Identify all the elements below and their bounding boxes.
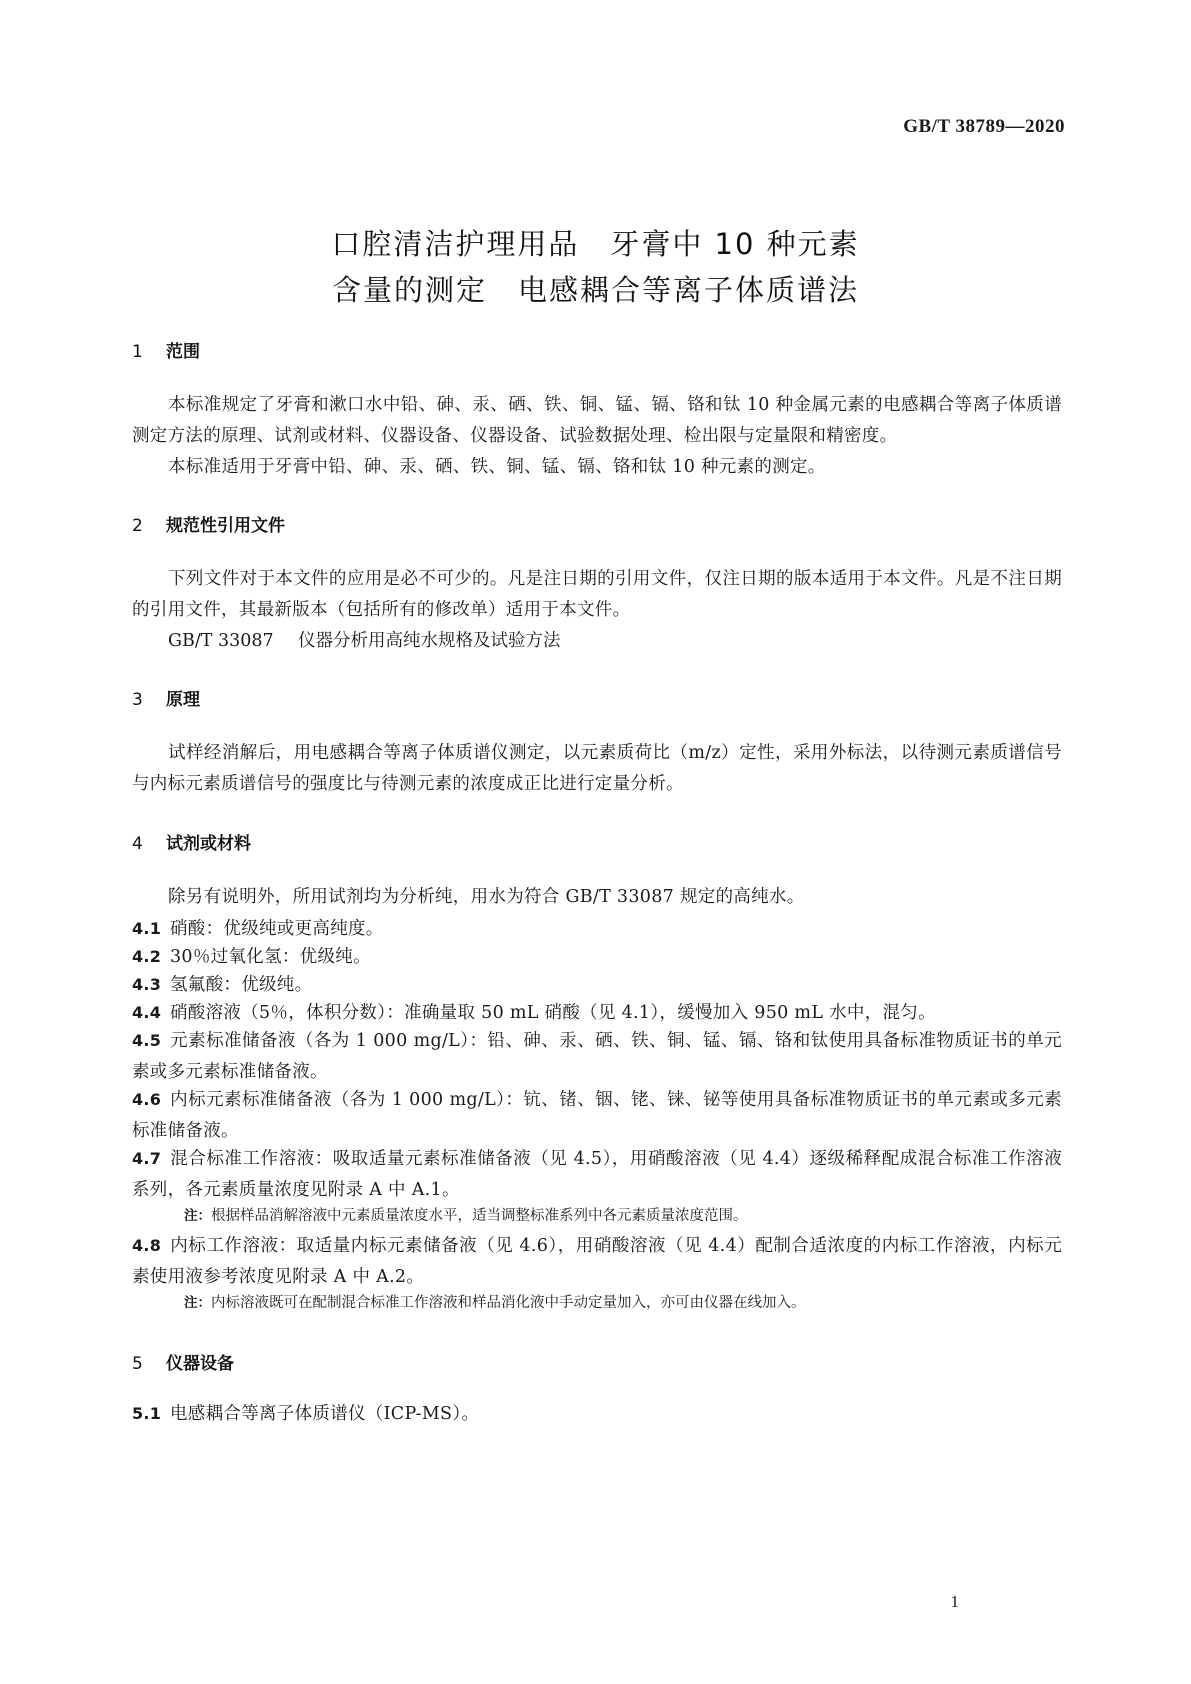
section-3-paragraph-1: 试样经消解后，用电感耦合等离子体质谱仪测定，以元素质荷比（m/z）定性，采用外标法，以待测元素质谱信号与内标元素质谱信号的强度比与待测元素的浓度成正比进行定量分析。: [132, 743, 1062, 794]
clause-4-7: [132, 1143, 1062, 1206]
note-after-4-8: [184, 1291, 1064, 1315]
section-title: 范围: [166, 342, 200, 362]
note-after-4-7: [184, 1204, 1064, 1228]
clause-number: 4.3: [132, 975, 162, 994]
clause-text: 内标工作溶液：取适量内标元素储备液（见 4.6），用硝酸溶液（见 4.4）配制合适浓度的内标工作溶液，内标元素使用液参考浓度见附录 A 中 A.2。: [132, 1236, 1062, 1287]
clause-number: 5.1: [132, 1404, 162, 1423]
clause-number: 4.1: [132, 919, 162, 938]
section-number: 3: [132, 690, 143, 710]
clause-number: 4.5: [132, 1031, 162, 1050]
section-title: 原理: [166, 690, 200, 710]
section-4-intro: 除另有说明外，所用试剂均为分析纯，用水为符合 GB/T 33087 规定的高纯水。: [168, 887, 805, 907]
clause-text: 硝酸：优级纯或更高纯度。: [170, 919, 384, 939]
clause-text: 氢氟酸：优级纯。: [170, 975, 313, 995]
document-title-line-2: 含量的测定 电感耦合等离子体质谱法: [331, 273, 859, 307]
section-2-heading: [132, 511, 285, 536]
section-4-heading: [132, 829, 251, 854]
clause-text: 混合标准工作溶液：吸取适量元素标准储备液（见 4.5），用硝酸溶液（见 4.4）逐级稀释配成混合标准工作溶液系列，各元素质量浓度见附录 A 中 A.1。: [132, 1149, 1062, 1200]
note-label: 注：: [184, 1295, 211, 1311]
section-1-heading: [132, 337, 200, 362]
section-title: 仪器设备: [166, 1354, 234, 1374]
section-5-heading: [132, 1349, 234, 1374]
clause-number: 4.4: [132, 1003, 162, 1022]
clause-4-8: [132, 1230, 1062, 1293]
clause-text: 内标元素标准储备液（各为 1 000 mg/L）：钪、锗、铟、铑、铼、铋等使用具备标准物质证书的单元素或多元素标准储备液。: [132, 1090, 1062, 1141]
clause-text: 元素标准储备液（各为 1 000 mg/L）：铅、砷、汞、硒、铁、铜、锰、镉、铬和钛使用具备标准物质证书的单元素或多元素标准储备液。: [132, 1031, 1062, 1082]
note-text: 根据样品消解溶液中元素质量浓度水平，适当调整标准系列中各元素质量浓度范围。: [211, 1208, 748, 1224]
clause-text: 30％过氧化氢：优级纯。: [170, 947, 371, 967]
section-number: 2: [132, 516, 143, 536]
clause-4-5: [132, 1025, 1062, 1088]
clause-number: 4.7: [132, 1149, 162, 1168]
clause-text: 硝酸溶液（5％，体积分数）：准确量取 50 mL 硝酸（见 4.1），缓慢加入 950 mL 水中，混匀。: [170, 1003, 936, 1023]
clause-5-1: [132, 1398, 1062, 1430]
note-text: 内标溶液既可在配制混合标准工作溶液和样品消化液中手动定量加入，亦可由仪器在线加入。: [211, 1295, 806, 1311]
section-number: 5: [132, 1354, 143, 1374]
section-2-paragraph-1: 下列文件对于本文件的应用是必不可少的。凡是注日期的引用文件，仅注日期的版本适用于本文件。凡是不注日期的引用文件，其最新版本（包括所有的修改单）适用于本文件。: [132, 569, 1062, 620]
section-number: 1: [132, 342, 143, 362]
reference-code: GB/T 33087: [168, 631, 274, 651]
section-1-paragraph-1: 本标准规定了牙膏和漱口水中铅、砷、汞、硒、铁、铜、锰、镉、铬和钛 10 种金属元素的电感耦合等离子体质谱测定方法的原理、试剂或材料、仪器设备、仪器设备、试验数据处理、检出限与定量限和精密度。: [132, 395, 1062, 446]
section-title: 规范性引用文件: [166, 516, 285, 536]
header-standard-code: GB/T 38789—2020: [903, 116, 1065, 137]
clause-number: 4.6: [132, 1090, 162, 1109]
section-title: 试剂或材料: [166, 834, 251, 854]
section-number: 4: [132, 834, 143, 854]
page-number: 1: [950, 1592, 959, 1611]
document-title-line-1: 口腔清洁护理用品 牙膏中 10 种元素: [331, 227, 860, 261]
reference-title: 仪器分析用高纯水规格及试验方法: [298, 631, 561, 651]
note-label: 注：: [184, 1208, 211, 1224]
clause-number: 4.2: [132, 947, 162, 966]
clause-number: 4.8: [132, 1236, 162, 1255]
clause-text: 电感耦合等离子体质谱仪（ICP-MS）。: [170, 1404, 480, 1424]
section-3-heading: [132, 685, 200, 710]
normative-reference: [168, 626, 1058, 657]
section-1-paragraph-2: 本标准适用于牙膏中铅、砷、汞、硒、铁、铜、锰、镉、铬和钛 10 种元素的测定。: [168, 457, 826, 477]
clause-4-6: [132, 1084, 1062, 1147]
